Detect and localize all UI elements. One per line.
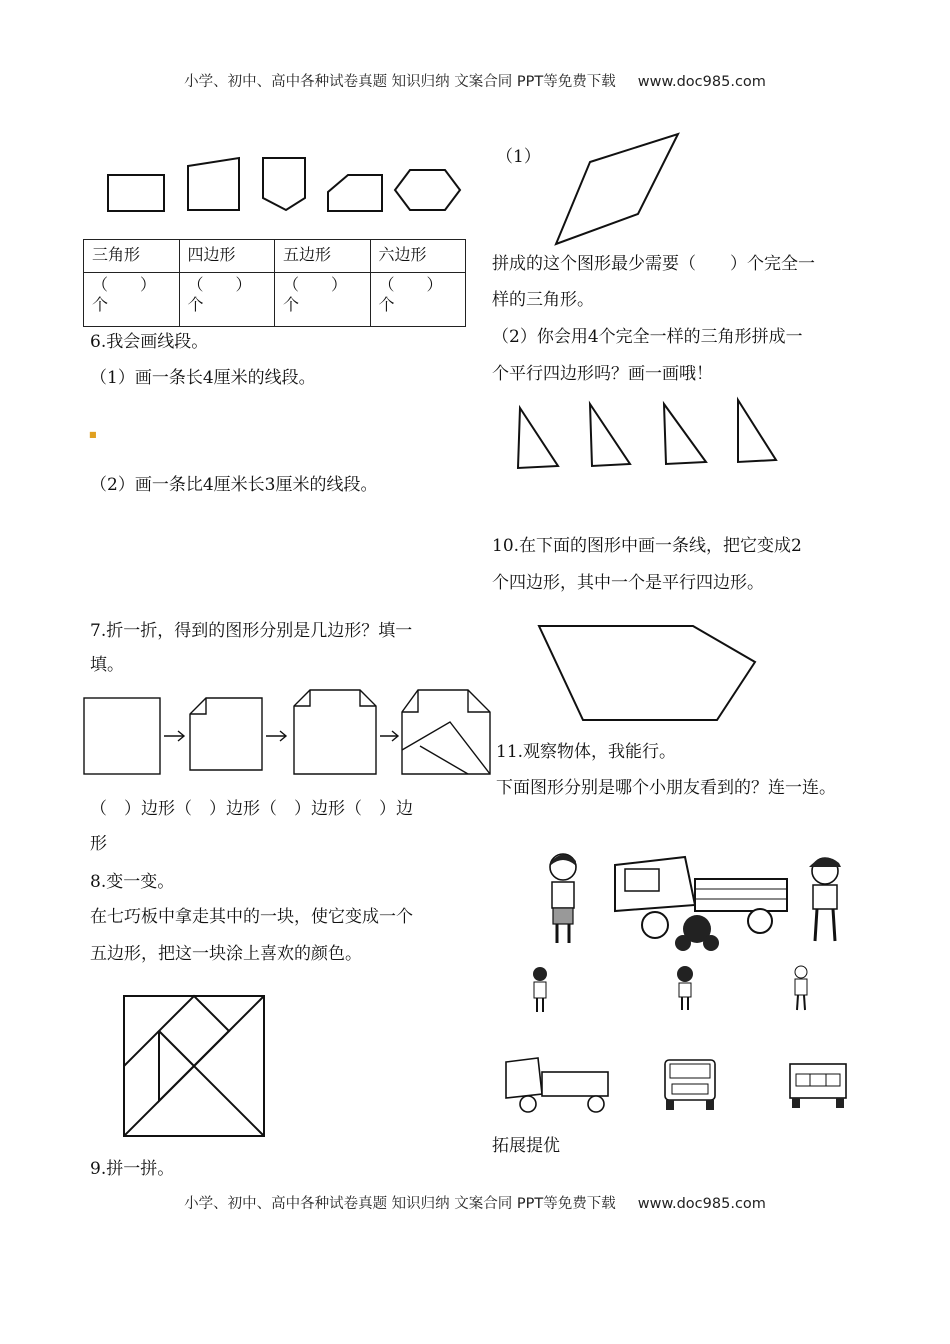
truck-back-view-icon	[790, 1064, 846, 1108]
truck-front-view-icon	[665, 1060, 715, 1110]
hexagon-shape	[395, 170, 460, 210]
truck-side-view-icon	[506, 1058, 608, 1112]
girl-center-figure	[675, 915, 719, 951]
table-header-cell: 六边形	[370, 240, 466, 273]
q8-line1: 在七巧板中拿走其中的一块，使它变成一个	[90, 907, 413, 927]
cut-corner-shape	[328, 175, 382, 211]
q10-pentagon-figure[interactable]	[535, 622, 760, 724]
q6-part2: （2）画一条比4厘米长3厘米的线段。	[90, 475, 378, 495]
q7-title-cont: 填。	[90, 655, 124, 675]
q11-title: 11.观察物体，我能行。	[496, 742, 677, 762]
header-url[interactable]: www.doc985.com	[637, 74, 766, 90]
small-girl-icon	[677, 966, 693, 1010]
q10-line2: 个四边形，其中一个是平行四边形。	[492, 573, 764, 593]
table-header-cell: 五边形	[275, 240, 371, 273]
table-header-cell: 三角形	[84, 240, 180, 273]
q6-part1: （1）画一条长4厘米的线段。	[90, 368, 316, 388]
truck-scene-figure	[535, 845, 875, 955]
header-text: 小学、初中、高中各种试卷真题 知识归纳 文案合同 PPT等免费下载	[184, 74, 616, 90]
q6-title: 6.我会画线段。	[90, 332, 209, 352]
triangle-shape	[664, 404, 706, 464]
paper-fold-1	[190, 698, 262, 770]
answer-cell[interactable]: （ ） 个	[179, 273, 275, 327]
answer-cell[interactable]: （ ） 个	[370, 273, 466, 327]
boy-left-figure	[550, 854, 576, 943]
q11-instruction: 下面图形分别是哪个小朋友看到的？连一连。	[496, 778, 836, 798]
small-children-row	[525, 962, 845, 1018]
extension-heading: 拓展提优	[492, 1136, 560, 1156]
answer-cell[interactable]: （ ） 个	[275, 273, 371, 327]
q8-line2: 五边形，把这一块涂上喜欢的颜色。	[90, 944, 362, 964]
tangram-figure[interactable]	[120, 992, 270, 1140]
truck-views-row	[500, 1050, 860, 1116]
q9-part1-question-cont: 样的三角形。	[492, 290, 594, 310]
q10-line1: 10.在下面的图形中画一条线，把它变成2	[492, 536, 802, 556]
triangle-shape	[590, 404, 630, 466]
boy-right-figure	[809, 857, 841, 941]
q9-part2-line2: 个平行四边形吗？画一画哦！	[492, 364, 713, 384]
footer-url[interactable]: www.doc985.com	[637, 1196, 766, 1212]
table-header-cell: 四边形	[179, 240, 275, 273]
small-boy-cap-icon	[795, 966, 807, 1010]
q7-answers[interactable]: （ ）边形（ ）边形（ ）边形（ ）边	[90, 799, 413, 819]
q8-title: 8.变一变。	[90, 872, 175, 892]
q9-part1-question: 拼成的这个图形最少需要（ ）个完全一	[492, 254, 815, 274]
paper-fold-2	[294, 690, 376, 774]
answer-cell[interactable]: （ ） 个	[84, 273, 180, 327]
page-header	[0, 70, 950, 91]
polygon-shapes-row	[100, 150, 470, 220]
four-triangles-figure	[510, 396, 790, 472]
rectangle-shape	[108, 175, 164, 211]
q7-title: 7.折一折，得到的图形分别是几边形？填一	[90, 621, 413, 641]
page-footer	[0, 1192, 950, 1213]
pentagon-shape	[263, 158, 305, 210]
shape-count-table	[83, 239, 466, 327]
triangle-shape	[738, 400, 776, 462]
triangle-shape	[518, 408, 558, 468]
footer-text: 小学、初中、高中各种试卷真题 知识归纳 文案合同 PPT等免费下载	[184, 1196, 616, 1212]
q7-answers-cont: 形	[90, 834, 107, 854]
q9-part1-label: （1）	[496, 147, 541, 167]
paper-square	[84, 698, 160, 774]
decorative-dot: ■	[89, 430, 97, 439]
q9-title: 9.拼一拼。	[90, 1159, 175, 1179]
small-boy-icon	[533, 967, 547, 1012]
trapezoid-shape	[188, 158, 239, 210]
q9-part2-line1: （2）你会用4个完全一样的三角形拼成一	[492, 327, 803, 347]
folding-sequence-figure	[80, 686, 500, 778]
parallelogram-figure	[550, 128, 685, 248]
